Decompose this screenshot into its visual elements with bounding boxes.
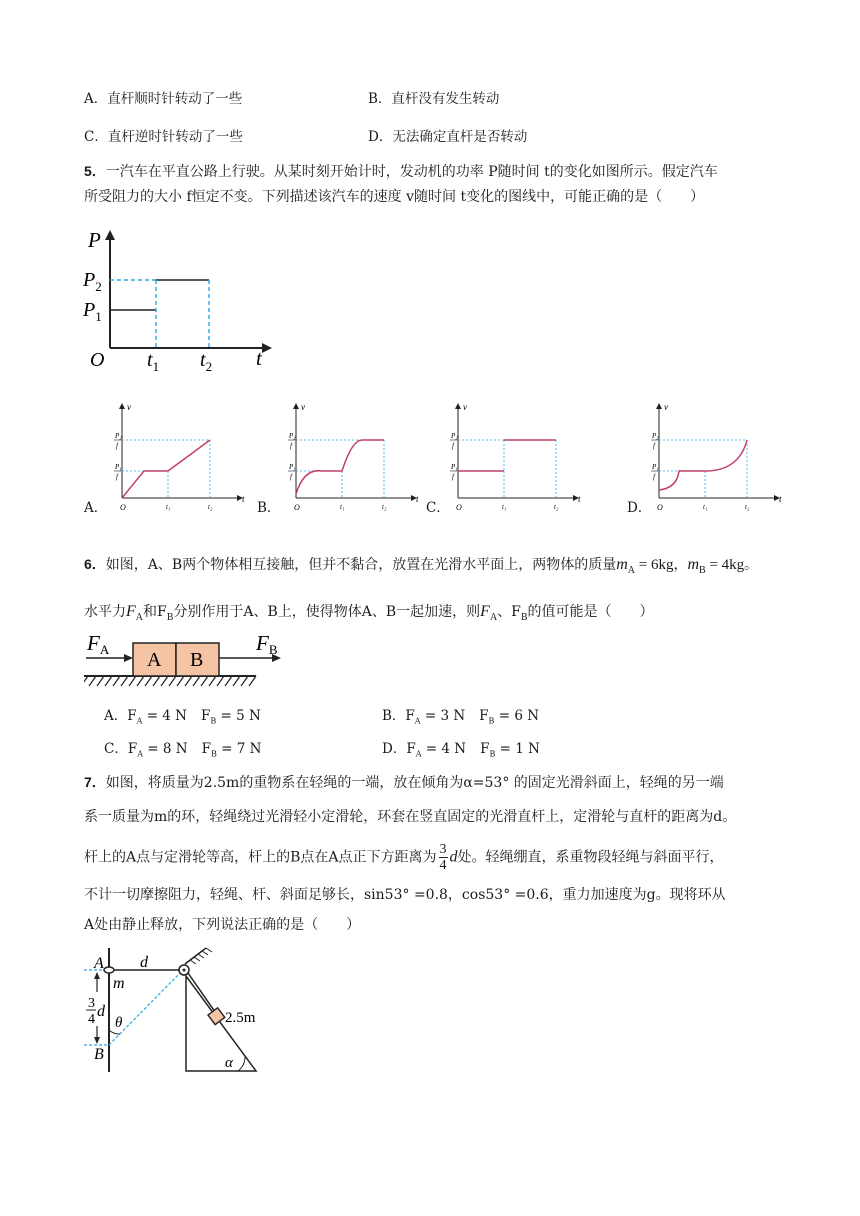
velocity-curve: [659, 440, 747, 490]
origin-label: O: [294, 503, 300, 512]
label-mass: 2.5m: [225, 1010, 256, 1026]
pulley-axle: [183, 969, 186, 972]
t1-label: t₁: [703, 503, 708, 511]
label-theta: θ: [115, 1015, 123, 1031]
force-a-arrowhead: [124, 654, 133, 662]
force-b-label: FB: [256, 631, 278, 657]
q5-stem-line2: [84, 186, 704, 208]
y-axis-arrow: [455, 403, 461, 409]
option-letter: C．: [84, 129, 108, 145]
q4-option-b: [368, 87, 499, 107]
mass-a-value: = 6kg: [635, 557, 674, 573]
option-letter: A．: [84, 91, 108, 107]
question-text: 如图，A、B两个物体相互接触，但并不黏合，放置在光滑水平面上，两物体的质量: [105, 557, 617, 573]
q7-stem-line3: [84, 842, 724, 873]
dim-frac-num: 3: [88, 996, 95, 1011]
velocity-curve: [296, 440, 384, 494]
dim-arrowhead-top: [94, 972, 100, 979]
t1-label: t₁: [166, 503, 171, 511]
option-text: 直杆顺时针转动了一些: [107, 91, 243, 107]
question-number: 6．: [84, 556, 106, 572]
mass-a: $m_A$: [616, 556, 635, 577]
velocity-curve: [458, 440, 556, 471]
ceiling-hatching: [190, 948, 212, 964]
t2-label: t₂: [382, 503, 387, 511]
origin-label: O: [90, 349, 105, 371]
question-text: 所受阻力的大小 f恒定不变。下列描述该汽车的速度 v随时间 t变化的图线中，可能正确的是（ ）: [84, 189, 705, 205]
origin-label: O: [120, 503, 126, 512]
p2-label: P₂: [652, 432, 659, 440]
block-a-label: A: [147, 649, 162, 671]
q7-stem-line5: [84, 914, 360, 936]
f-label: f: [653, 442, 655, 450]
v-label: v: [127, 402, 131, 412]
t-label: t: [578, 494, 581, 504]
velocity-time-graph: [114, 400, 249, 515]
q6-option: B．$F_A = 3$ N $F_B = 6$ N: [382, 708, 540, 726]
q5-choice-label: C．: [426, 500, 450, 516]
q6-stem-line2: 水平力$F_A$和$F_B$分别作用于A、B上，使得物体A、B一起加速，则$F_A$、$F_B$的值可能是（ ）: [84, 603, 654, 624]
y-axis-arrow: [105, 230, 115, 240]
q6-option: A．$F_A = 4$ N $F_B = 5$ N: [104, 708, 261, 726]
label-alpha: α: [225, 1055, 233, 1071]
question-text: 不计一切摩擦阻力，轻绳、杆、斜面足够长，sin53° =0.8，cos53° =0.6，重力加速度为g。现将环从: [84, 887, 726, 903]
v-label: v: [664, 402, 668, 412]
t1-label: t₁: [502, 503, 507, 511]
q5-choice-label: B．: [257, 500, 281, 516]
option-text: 直杆逆时针转动了一些: [107, 129, 243, 145]
t1-label: $t_1$: [147, 349, 160, 374]
label-d: d: [140, 954, 148, 971]
q4-option-c: [84, 125, 243, 145]
power-time-graph: [80, 226, 280, 376]
option-letter: B．: [368, 91, 392, 107]
y-axis-arrow: [293, 403, 299, 409]
question-text: 杆上的A点与定滑轮等高，杆上的B点在A点正下方距离为: [84, 849, 437, 866]
question-text: 处。轻绳绷直，系重物段轻绳与斜面平行，: [457, 849, 724, 866]
origin-label: O: [456, 503, 462, 512]
q6-stem-line1: 6．如图，A、B两个物体相互接触，但并不黏合，放置在光滑水平面上，两物体的质量$m_A = 6kg$，$m_B = 4kg$。: [84, 556, 759, 577]
p2-label: $P_2$: [83, 269, 102, 294]
p2-label: P₂: [289, 432, 296, 440]
t2-label: t₂: [554, 503, 559, 511]
question-text: 系一质量为m的环，轻绳绕过光滑轻小定滑轮，环套在竖直固定的光滑直杆上，定滑轮与直杆的距离为d。: [84, 809, 737, 825]
question-text: 一汽车在平直公路上行驶。从某时刻开始计时，发动机的功率 P随时间 t的变化如图所示。假定汽车: [105, 164, 718, 180]
ring: [104, 967, 114, 973]
blocks-diagram: [84, 628, 284, 690]
dim-frac-den: 4: [88, 1012, 95, 1027]
f-label: f: [653, 473, 655, 481]
fraction: $\frac{3}{4}$: [439, 842, 447, 873]
t2-label: t₂: [208, 503, 213, 511]
fraction-variable: d: [449, 848, 458, 866]
question-number: 7．: [84, 774, 106, 790]
y-axis-arrow: [656, 403, 662, 409]
mass-b: $m_B$: [687, 556, 706, 577]
t2-label: t₂: [745, 503, 750, 511]
question-text: 如图，将质量为2.5m的重物系在轻绳的一端，放在倾角为α=53° 的固定光滑斜面上，轻绳的另一端: [105, 775, 724, 791]
question-number: 5．: [84, 163, 106, 179]
p2-label: P₂: [451, 432, 458, 440]
p1-label: P₁: [115, 463, 122, 471]
origin-label: O: [657, 503, 663, 512]
option-letter: D．: [368, 129, 393, 145]
y-label: P: [88, 228, 101, 252]
force-a-label: FA: [87, 631, 110, 657]
f-label: f: [290, 442, 292, 450]
t-label: t: [242, 494, 245, 504]
x-label: t: [256, 346, 262, 370]
t1-label: t₁: [340, 503, 345, 511]
f-label: f: [290, 473, 292, 481]
q7-stem-line1: [84, 771, 724, 794]
p1-label: P₁: [652, 463, 659, 471]
p1-label: P₁: [289, 463, 296, 471]
q4-option-a: [84, 87, 242, 107]
q7-stem-line4: [84, 884, 726, 906]
f-label: f: [452, 442, 454, 450]
f-label: f: [116, 473, 118, 481]
option-text: 无法确定直杆是否转动: [392, 129, 528, 145]
v-label: v: [301, 402, 305, 412]
velocity-time-graph: [450, 400, 585, 515]
pulley-diagram: [84, 946, 274, 1074]
q6-option: D．$F_A = 4$ N $F_B = 1$ N: [382, 741, 540, 759]
v-label: v: [463, 402, 467, 412]
q5-stem-line1: [84, 160, 718, 183]
q5-choice-label: A．: [84, 500, 108, 516]
t2-label: $t_2$: [200, 349, 213, 374]
q5-choice-label: D．: [627, 500, 652, 516]
pulley-mount: [185, 948, 206, 964]
label-b: B: [94, 1046, 104, 1063]
label-m: m: [113, 975, 125, 992]
p1-label: P₁: [451, 463, 458, 471]
label-a: A: [94, 955, 104, 972]
p1-label: $P_1$: [83, 299, 102, 324]
question-text: A处由静止释放，下列说法正确的是（ ）: [84, 917, 361, 933]
f-label: f: [452, 473, 454, 481]
q6-option: C．$F_A = 8$ N $F_B = 7$ N: [104, 741, 262, 759]
dim-arrowhead-bottom: [94, 1037, 100, 1044]
option-text: 直杆没有发生转动: [391, 91, 500, 107]
mass-b-value: = 4kg: [705, 557, 745, 573]
velocity-curve: [122, 440, 210, 498]
p2-label: P₂: [115, 432, 122, 440]
q7-stem-line2: [84, 806, 736, 828]
t-label: t: [779, 494, 782, 504]
dim-frac-var: d: [97, 1003, 105, 1020]
x-axis-arrow: [262, 343, 272, 353]
f-label: f: [116, 442, 118, 450]
q4-option-d: [368, 125, 527, 145]
y-axis-arrow: [119, 403, 125, 409]
velocity-time-graph: [651, 400, 786, 515]
velocity-time-graph: [288, 400, 423, 515]
ground-hatching: [84, 676, 256, 686]
block-b-label: B: [190, 649, 204, 671]
t-label: t: [416, 494, 419, 504]
